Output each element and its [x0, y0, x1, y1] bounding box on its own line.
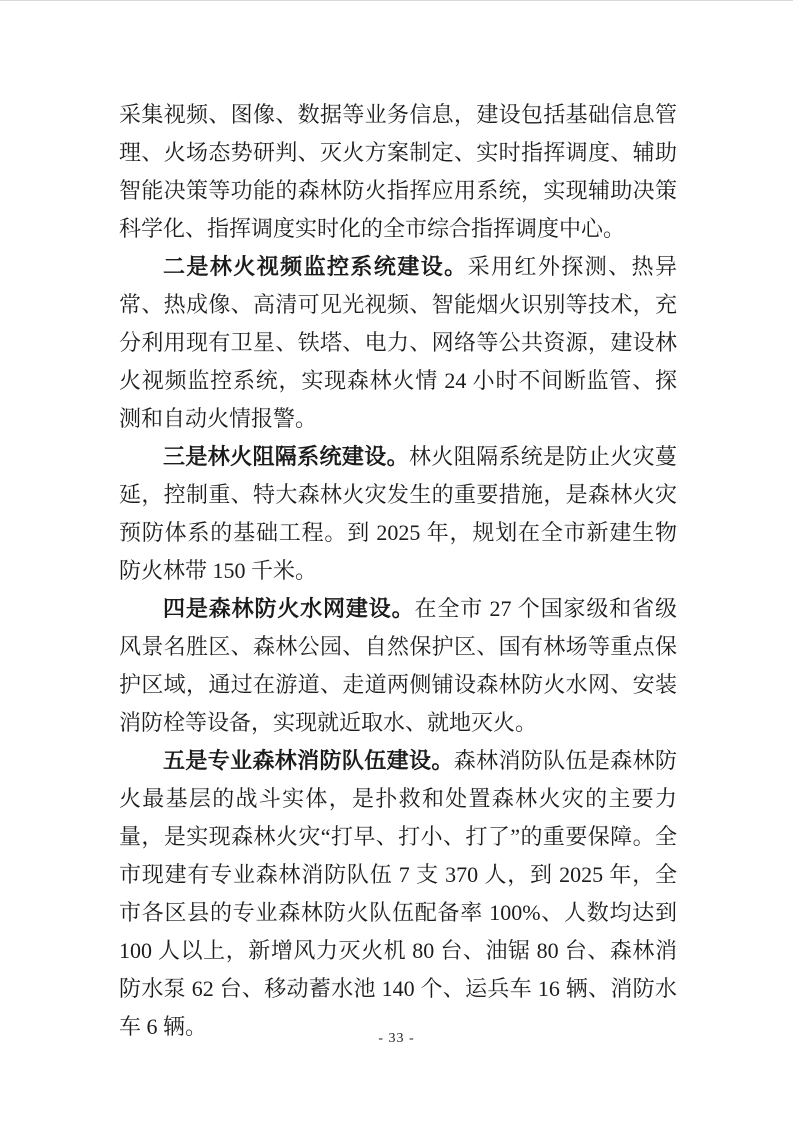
paragraph-continuation	[119, 96, 677, 248]
paragraph-text: 采集视频、图像、数据等业务信息，建设包括基础信息管理、火场态势研判、灭火方案制定、实时指挥调度、辅助智能决策等功能的森林防火指挥应用系统，实现辅助决策科学化、指挥调度实时化的全市综合指挥调度中心。	[119, 102, 677, 241]
paragraph-lead: 四是森林防火水网建设。	[163, 596, 415, 621]
paragraph-lead: 三是林火阻隔系统建设。	[163, 444, 409, 469]
paragraph-text: 森林消防队伍是森林防火最基层的战斗实体，是扑救和处置森林火灾的主要力量，是实现森林火灾“打早、打小、打了”的重要保障。全市现建有专业森林消防队伍 7 支 370 人，到 2025 年，全市各区县的专业森林防火队伍配备率 100%、人数均达到 100 人以上，新增风力灭火机 80 台、油锯 80 台、森林消防水泵 62 台、移动蓄水池 140 个、运兵车 16 辆、消防水车 6 辆。	[119, 748, 677, 1039]
paragraph-text: 采用红外探测、热异常、热成像、高清可见光视频、智能烟火识别等技术，充分利用现有卫星、铁塔、电力、网络等公共资源，建设林火视频监控系统，实现森林火情 24 小时不间断监管、探测和自动火情报警。	[119, 254, 677, 431]
paragraph-video-monitoring	[119, 248, 677, 438]
page-number: - 33 -	[378, 1031, 415, 1046]
paragraph-text: 在全市 27 个国家级和省级风景名胜区、森林公园、自然保护区、国有林场等重点保护区域，通过在游道、走道两侧铺设森林防火水网、安装消防栓等设备，实现就近取水、就地灭火。	[119, 596, 677, 735]
paragraph-text: 林火阻隔系统是防止火灾蔓延，控制重、特大森林火灾发生的重要措施，是森林火灾预防体系的基础工程。到 2025 年，规划在全市新建生物防火林带 150 千米。	[119, 444, 677, 583]
paragraph-lead: 二是林火视频监控系统建设。	[163, 254, 468, 279]
paragraph-lead: 五是专业森林消防队伍建设。	[163, 748, 454, 773]
paragraph-water-network	[119, 590, 677, 742]
paragraph-fire-barrier	[119, 438, 677, 590]
document-body	[119, 96, 677, 1046]
paragraph-firefighting-teams	[119, 742, 677, 1046]
